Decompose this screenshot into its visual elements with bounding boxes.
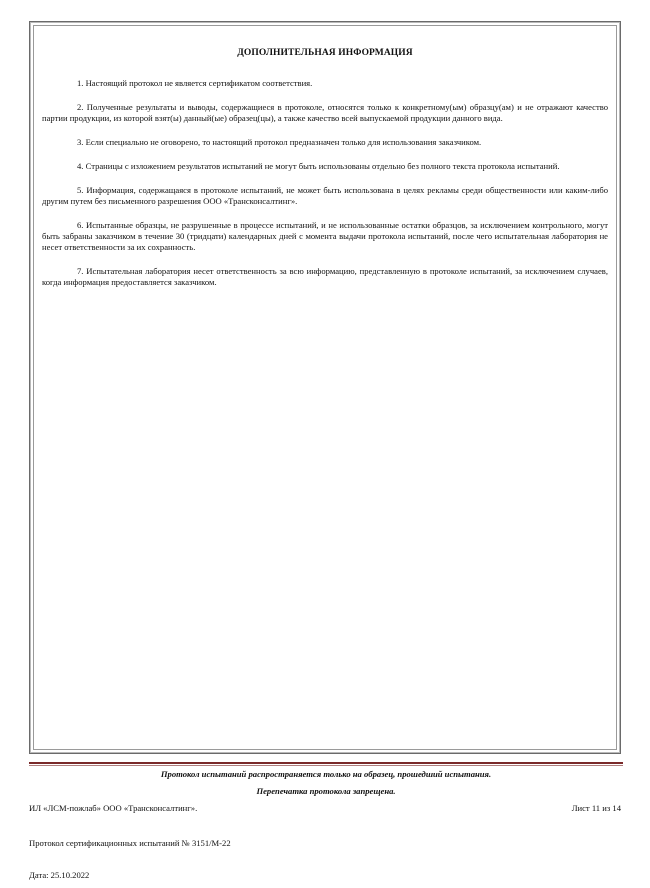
document-date: Дата: 25.10.2022	[29, 870, 90, 880]
footer-note-reprint: Перепечатка протокола запрещена.	[256, 786, 396, 796]
page-title: ДОПОЛНИТЕЛЬНАЯ ИНФОРМАЦИЯ	[237, 48, 413, 58]
footer-divider	[29, 762, 623, 764]
paragraph-1: 1. Настоящий протокол не является сертификатом соответствия.	[77, 78, 313, 88]
content-frame	[29, 21, 621, 754]
protocol-number: Протокол сертификационных испытаний № 3151/М-22	[29, 838, 231, 848]
paragraph-4: 4. Страницы с изложением результатов испытаний не могут быть использованы отдельно без полного текста протокола испытаний.	[77, 161, 560, 171]
lab-name: ИЛ «ЛСМ-пожлаб» ООО «Трансконсалтинг».	[29, 803, 198, 813]
paragraph-7: 7. Испытательная лаборатория несет ответственность за всю информацию, представленную в протоколе испытаний, за исключением случаев, когда информация предоставляется заказчиком.	[42, 266, 608, 287]
paragraph-6: 6. Испытанные образцы, не разрушенные в процессе испытаний, и не использованные остатки образцов, за исключением контрольного, могут быть забраны заказчиком в течение 30 (тридцати) календарных дней с момента выдачи протокола испытаний, после чего испытательная лаборатория не несет ответственности за их сохранность.	[42, 220, 608, 252]
footer-divider-thin	[29, 765, 623, 766]
paragraph-2: 2. Полученные результаты и выводы, содержащиеся в протоколе, относятся только к конкретному(ым) образцу(ам) и не отражают качество партии продукции, из которой взят(ы) данный(ые) образец(цы), а также качество всей выпускаемой продукции данного вида.	[42, 102, 608, 123]
paragraph-3: 3. Если специально не оговорено, то настоящий протокол предназначен только для использования заказчиком.	[77, 137, 482, 147]
footer-note-scope: Протокол испытаний распространяется только на образец, прошедший испытания.	[160, 769, 492, 779]
sheet-number: Лист 11 из 14	[571, 803, 621, 813]
paragraph-5: 5. Информация, содержащаяся в протоколе испытаний, не может быть использована в целях рекламы среди общественности или каким-либо другим путем без письменного разрешения ООО «Трансконсалтинг».	[42, 185, 608, 206]
paragraph-list	[42, 78, 608, 301]
content-frame-inner	[33, 25, 617, 750]
